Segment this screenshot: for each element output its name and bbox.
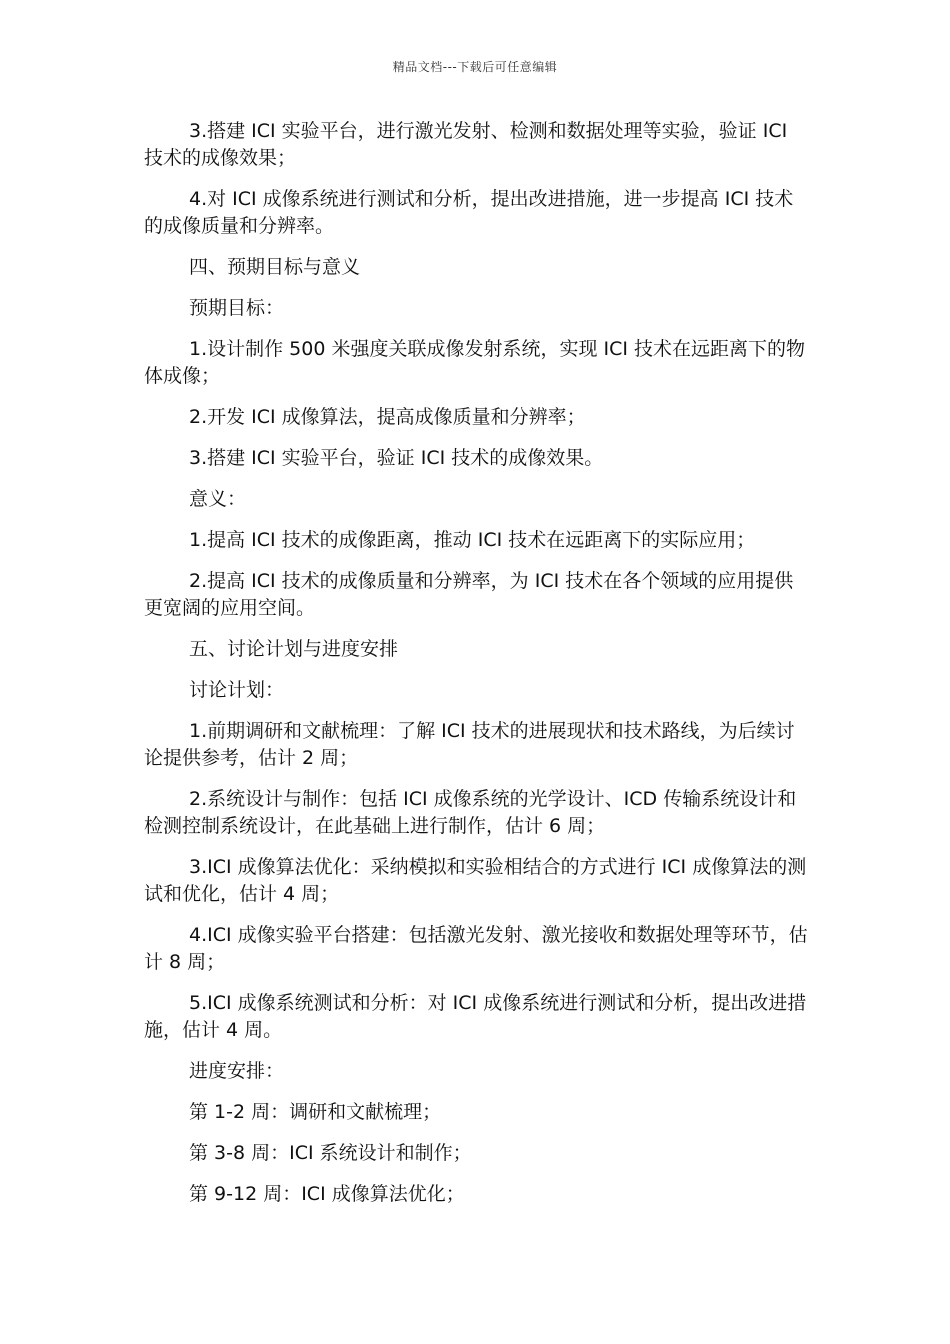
- paragraph: 3.搭建 ICI 实验平台，验证 ICI 技术的成像效果。: [189, 447, 604, 469]
- paragraph: 4.对 ICI 成像系统进行测试和分析，提出改进措施，进一步提高 ICI 技术的成像质量和分辨率。: [144, 188, 794, 237]
- subheading: 意义：: [189, 488, 247, 510]
- paragraph: 4.ICI 成像实验平台搭建：包括激光发射、激光接收和数据处理等环节，估计 8 周；: [144, 924, 808, 973]
- page-header: 精品文档---下载后可任意编辑: [392, 60, 558, 74]
- section-heading: 五、讨论计划与进度安排: [189, 638, 399, 660]
- paragraph: 5.ICI 成像系统测试和分析：对 ICI 成像系统进行测试和分析，提出改进措施，估计 4 周。: [144, 992, 807, 1041]
- paragraph: 1.前期调研和文献梳理：了解 ICI 技术的进展现状和技术路线，为后续讨论提供参考，估计 2 周；: [144, 720, 795, 769]
- paragraph: 1.提高 ICI 技术的成像距离，推动 ICI 技术在远距离下的实际应用；: [189, 529, 756, 551]
- section-heading: 四、预期目标与意义: [189, 256, 361, 278]
- subheading: 预期目标：: [189, 297, 285, 319]
- schedule-item: 第 3-8 周：ICI 系统设计和制作；: [189, 1142, 472, 1164]
- paragraph: 2.提高 ICI 技术的成像质量和分辨率，为 ICI 技术在各个领域的应用提供更宽阔的应用空间。: [144, 570, 794, 619]
- schedule-item: 第 9-12 周：ICI 成像算法优化；: [189, 1183, 465, 1205]
- document-body: [144, 118, 809, 1222]
- subheading: 讨论计划：: [189, 679, 285, 701]
- paragraph: 2.开发 ICI 成像算法，提高成像质量和分辨率；: [189, 406, 586, 428]
- paragraph: 2.系统设计与制作：包括 ICI 成像系统的光学设计、ICD 传输系统设计和检测控制系统设计，在此基础上进行制作，估计 6 周；: [144, 788, 797, 837]
- paragraph: 3.ICI 成像算法优化：采纳模拟和实验相结合的方式进行 ICI 成像算法的测试和优化，估计 4 周；: [144, 856, 807, 905]
- schedule-item: 第 1-2 周：调研和文献梳理；: [189, 1101, 442, 1123]
- paragraph: 3.搭建 ICI 实验平台，进行激光发射、检测和数据处理等实验，验证 ICI 技术的成像效果；: [144, 120, 788, 169]
- paragraph: 1.设计制作 500 米强度关联成像发射系统，实现 ICI 技术在远距离下的物体成像；: [144, 338, 806, 387]
- subheading: 进度安排：: [189, 1060, 285, 1082]
